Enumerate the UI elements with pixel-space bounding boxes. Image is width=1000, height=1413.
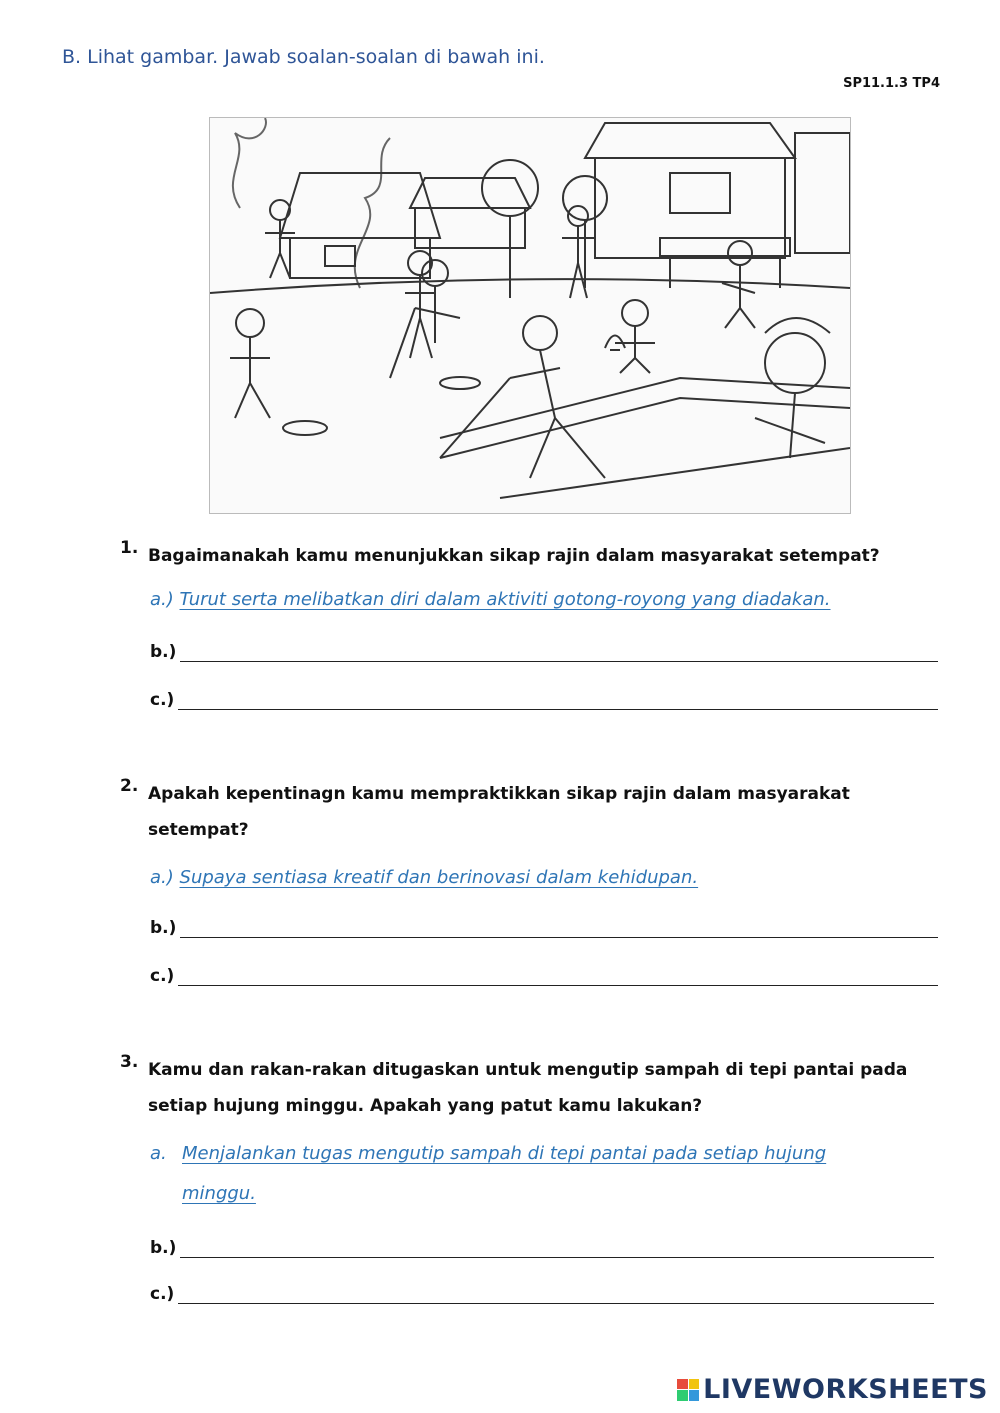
answer-1c[interactable] (150, 690, 938, 710)
answer-label: a.) (150, 867, 174, 888)
answer-2b[interactable] (150, 918, 938, 938)
question-number: 1. (120, 538, 139, 558)
answer-2c[interactable] (150, 966, 938, 986)
answer-text-line: minggu. (182, 1183, 256, 1204)
question-text: Bagaimanakah kamu menunjukkan sikap rajin dalam masyarakat setempat? (148, 546, 880, 566)
question-number: 2. (120, 776, 139, 796)
answer-label: a. (150, 1143, 167, 1164)
answer-1b[interactable] (150, 642, 938, 662)
question-text-line: Kamu dan rakan-rakan ditugaskan untuk mengutip sampah di tepi pantai pada (148, 1060, 908, 1080)
answer-label: a.) (150, 589, 174, 610)
answer-line[interactable] (180, 1243, 934, 1258)
answer-2a[interactable] (150, 858, 698, 898)
answer-label: c.) (150, 690, 175, 710)
question-1 (120, 538, 950, 574)
answer-label: b.) (150, 918, 177, 938)
answer-line[interactable] (178, 971, 938, 986)
community-cleanup-illustration (209, 117, 851, 514)
instruction-text: B. Lihat gambar. Jawab soalan-soalan di bawah ini. (62, 46, 545, 68)
curriculum-code: SP11.1.3 TP4 (843, 76, 940, 91)
answer-line[interactable] (178, 1289, 934, 1304)
question-number: 3. (120, 1052, 139, 1072)
answer-1a[interactable] (150, 580, 831, 620)
answer-3c[interactable] (150, 1284, 934, 1304)
question-text-line: setempat? (148, 820, 249, 840)
answer-3a[interactable] (150, 1134, 930, 1214)
brand-name: LIVEWORKSHEETS (703, 1374, 988, 1405)
answer-label: c.) (150, 1284, 175, 1304)
answer-text: Turut serta melibatkan diri dalam aktiviti gotong-royong yang diadakan. (179, 589, 831, 610)
question-text-line: Apakah kepentinagn kamu mempraktikkan sikap rajin dalam masyarakat (148, 784, 850, 804)
answer-label: b.) (150, 1238, 177, 1258)
answer-line[interactable] (180, 647, 938, 662)
answer-label: b.) (150, 642, 177, 662)
illustration-sketch (210, 118, 850, 513)
answer-3b[interactable] (150, 1238, 934, 1258)
question-text-line: setiap hujung minggu. Apakah yang patut kamu lakukan? (148, 1096, 703, 1116)
answer-line[interactable] (180, 923, 938, 938)
question-2 (120, 776, 950, 848)
liveworksheets-logo (677, 1374, 988, 1405)
question-3 (120, 1052, 960, 1124)
answer-line[interactable] (178, 695, 938, 710)
answer-label: c.) (150, 966, 175, 986)
answer-text: Supaya sentiasa kreatif dan berinovasi dalam kehidupan. (179, 867, 699, 888)
logo-mark-icon (677, 1379, 699, 1401)
answer-text-line: Menjalankan tugas mengutip sampah di tepi pantai pada setiap hujung (182, 1143, 827, 1164)
